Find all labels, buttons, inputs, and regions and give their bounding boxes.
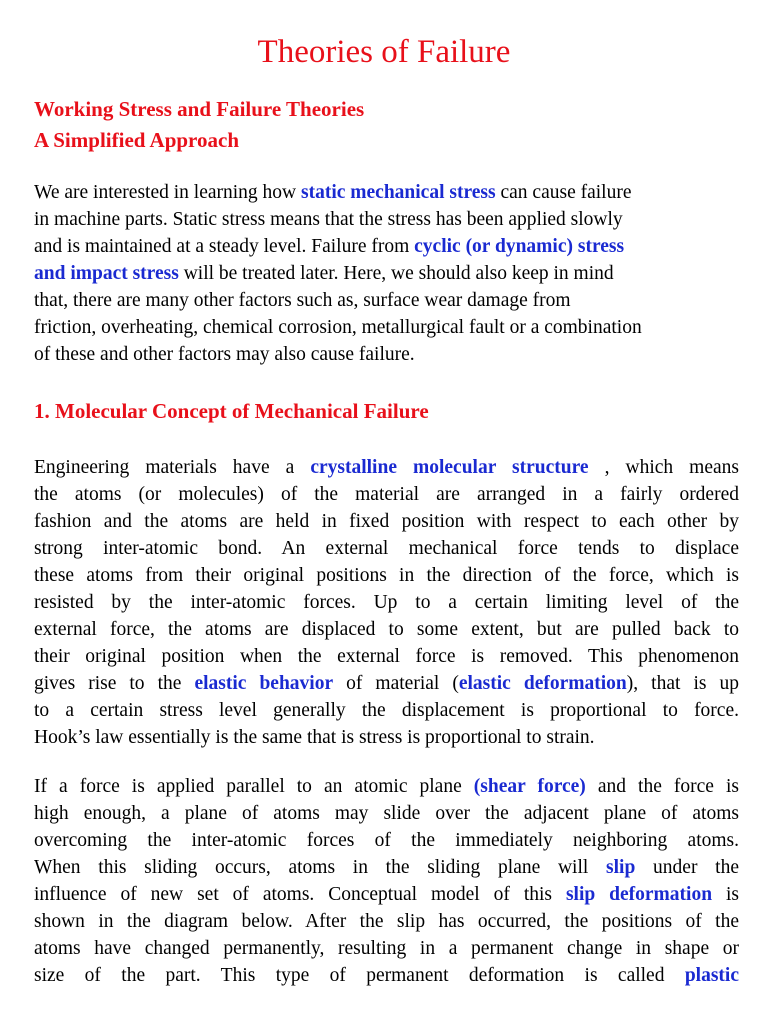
text-line: influence of new set of atoms. Conceptual model of this slip deformation is [34,884,739,905]
highlight-term: plastic [684,965,739,986]
document-subtitle [34,94,364,156]
page-title: Theories of Failure [257,34,511,70]
text-line: If a force is applied parallel to an atomic plane (shear force) and the force is [34,776,739,797]
slip-paragraph [34,773,739,989]
text-line: and is maintained at a steady level. Failure from cyclic (or dynamic) stress [34,236,625,257]
text-line: overcoming the inter-atomic forces of the immediately neighboring atoms. [34,830,739,851]
text-line: When this sliding occurs, atoms in the sliding plane will slip under the [34,857,739,878]
text-line: of these and other factors may also cause failure. [34,344,415,365]
section-heading: 1. Molecular Concept of Mechanical Failure [34,399,429,423]
highlight-term: slip [606,857,636,878]
text-line: these atoms from their original positions in the direction of the force, which is [34,565,739,586]
text-line: external force, the atoms are displaced to some extent, but are pulled back to [34,619,739,640]
text-line: strong inter-atomic bond. An external mechanical force tends to displace [34,538,739,559]
subtitle-line-2: A Simplified Approach [34,128,239,152]
highlight-term: and impact stress [34,263,179,284]
subtitle-line-1: Working Stress and Failure Theories [34,97,365,121]
text-line: and impact stress will be treated later. Here, we should also keep in mind [34,263,614,284]
text-line: their original position when the external force is removed. This phenomenon [34,646,739,667]
text-line: Hook’s law essentially is the same that is stress is proportional to strain. [34,727,595,748]
text-line: the atoms (or molecules) of the material are arranged in a fairly ordered [34,484,739,505]
intro-paragraph [34,179,739,368]
text-line: friction, overheating, chemical corrosion, metallurgical fault or a combination [34,317,642,338]
highlight-term: slip deformation [565,884,713,905]
text-line: fashion and the atoms are held in fixed position with respect to each other by [34,511,739,532]
text-line: Engineering materials have a crystalline molecular structure , which means [34,457,739,478]
highlight-term: (shear force) [473,776,586,797]
text-line: size of the part. This type of permanent deformation is called plastic [34,965,739,986]
highlight-term: cyclic (or dynamic) stress [414,236,625,257]
molecular-paragraph [34,454,739,751]
highlight-term: static mechanical stress [301,182,496,203]
highlight-term: crystalline molecular structure [310,457,589,478]
highlight-term: elastic deformation [458,673,627,694]
text-line: shown in the diagram below. After the slip has occurred, the positions of the [34,911,739,932]
text-line: resisted by the inter-atomic forces. Up to a certain limiting level of the [34,592,739,613]
text-line: that, there are many other factors such as, surface wear damage from [34,290,571,311]
text-line: atoms have changed permanently, resulting in a permanent change in shape or [34,938,739,959]
text-line: gives rise to the elastic behavior of material (elastic deformation), that is up [34,673,739,694]
text-line: to a certain stress level generally the displacement is proportional to force. [34,700,739,721]
highlight-term: elastic behavior [194,673,334,694]
text-line: We are interested in learning how static mechanical stress can cause failure [34,182,632,203]
text-line: high enough, a plane of atoms may slide over the adjacent plane of atoms [34,803,739,824]
text-line: in machine parts. Static stress means that the stress has been applied slowly [34,209,623,230]
